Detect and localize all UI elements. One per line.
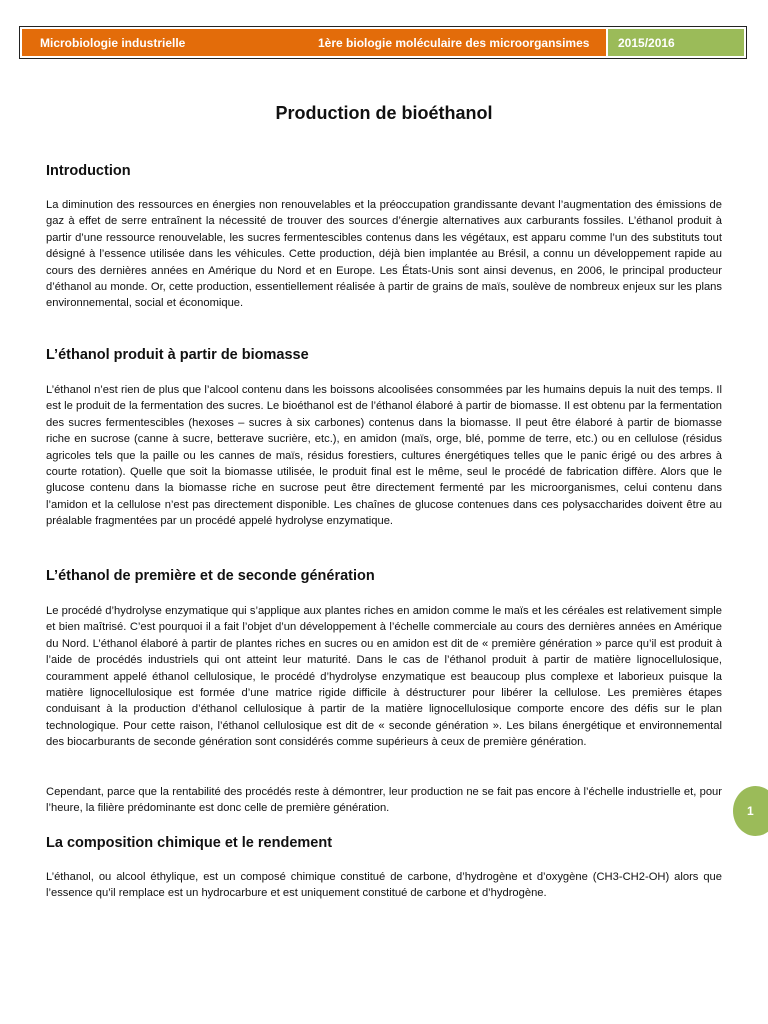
section-heading-generation: L’éthanol de première et de seconde génération (46, 568, 375, 584)
section-heading-introduction: Introduction (46, 163, 131, 179)
section-paragraph-introduction: La diminution des ressources en énergies non renouvelables et la préoccupation grandissante devant l’augmentation des émissions de gaz à effet de serre entraînent la nécessité de trouver des sources d’énergie alternatives aux carburants fossiles. L’éthanol produit à partir d’une ressource renouvelable, les sucres fermentescibles contenus dans les végétaux, est apparu comme l’un des substituts tout désigné à l’essence utilisée dans les véhicules. Cette production, déjà bien implantée au Brésil, a connu un développement rapide au cours des dernières années en Amérique du Nord et en Europe. Les États-Unis sont ainsi devenus, en 2006, le principal producteur d’éthanol au monde. Or, cette production, essentiellement réalisée à partir de grains de maïs, soulève de nombreux enjeux sur les plans environnemental, social et économique. (46, 199, 722, 310)
header-year: 2015/2016 (618, 35, 675, 50)
section-paragraph-generation: Le procédé d’hydrolyse enzymatique qui s’applique aux plantes riches en amidon comme le maïs et les céréales est relativement simple et bien maîtrisé. C’est pourquoi il a fait l’objet d’un développement à l’échelle commerciale au cours des dernières années en Amérique du Nord. L’éthanol élaboré à partir de plantes riches en sucres ou en amidon est dit de « première génération » parce qu’il est produit à l’aide de procédés industriels qui ont atteint leur maturité. Dans le cas de l’éthanol produit à partir de matière lignocellulosique, couramment appelé éthanol cellulosique, le procédé d’hydrolyse enzymatique est beaucoup plus complexe et laborieux puisque la matière lignocellulosique est formée d’une matrice rigide difficile à déstructurer pour libérer la cellulose. Les premières étapes conduisant à la production d’éthanol cellulosique à partir de la matière lignocellulosique comporte encore des défis sur le plan technologique. Pour cette raison, l’éthanol cellulosique est dit de « seconde génération ». Les bilans énergétique et environnemental des biocarburants de seconde génération sont considérés comme supérieurs à ceux de première génération. (46, 605, 722, 749)
page-header (19, 26, 747, 59)
page-number: 1 (747, 804, 754, 818)
section-heading-biomasse: L’éthanol produit à partir de biomasse (46, 347, 309, 363)
header-course-title: Microbiologie industrielle (40, 35, 186, 50)
document-title: Production de bioéthanol (275, 103, 493, 123)
page-number-badge (733, 786, 768, 836)
section-paragraph-biomasse: L’éthanol n’est rien de plus que l’alcool contenu dans les boissons alcoolisées consommées par les humains depuis la nuit des temps. Il est le produit de la fermentation des sucres. Le bioéthanol est de l’éthanol élaboré à partir de biomasse. Il est obtenu par la fermentation des sucres fermentescibles (hexoses – sucres à six carbones) contenus dans la biomasse. Il peut être élaboré à partir de biomasse riche en sucrose (canne à sucre, betterave sucrière, etc.), en amidon (maïs, orge, blé, pomme de terre, etc.) ou en cellulose (résidus agricoles tels que la paille ou les cannes de maïs, résidus forestiers, cultures énergétiques telles que le panic érigé ou des arbres à courte rotation). Quelle que soit la biomasse utilisée, le produit final est le même, seul le procédé de fabrication diffère. Alors que le glucose contenu dans la biomasse riche en sucrose peut être directement fermenté par les microorganismes, celui contenu dans l’amidon et la cellulose n’est pas directement disponible. Les chaînes de glucose contenues dans ces polysaccharides doivent être au préalable fragmentées par un procédé appelé hydrolyse enzymatique. (46, 384, 722, 528)
header-course-level: 1ère biologie moléculaire des microorgansimes (318, 35, 590, 50)
section-paragraph-generation-cont: Cependant, parce que la rentabilité des procédés reste à démontrer, leur production ne se fait pas encore à l’échelle industrielle et, pour l’heure, la filière prédominante est donc celle de première génération. (46, 786, 722, 815)
header-orange-band (22, 29, 606, 56)
section-heading-composition: La composition chimique et le rendement (46, 835, 333, 851)
section-paragraph-composition: L’éthanol, ou alcool éthylique, est un composé chimique constitué de carbone, d’hydrogène et d’oxygène (CH3-CH2-OH) alors que l’essence qu’il remplace est un hydrocarbure et est uniquement constitué de carbone et d’hydrogène. (46, 871, 722, 900)
header-year-box (608, 29, 744, 56)
